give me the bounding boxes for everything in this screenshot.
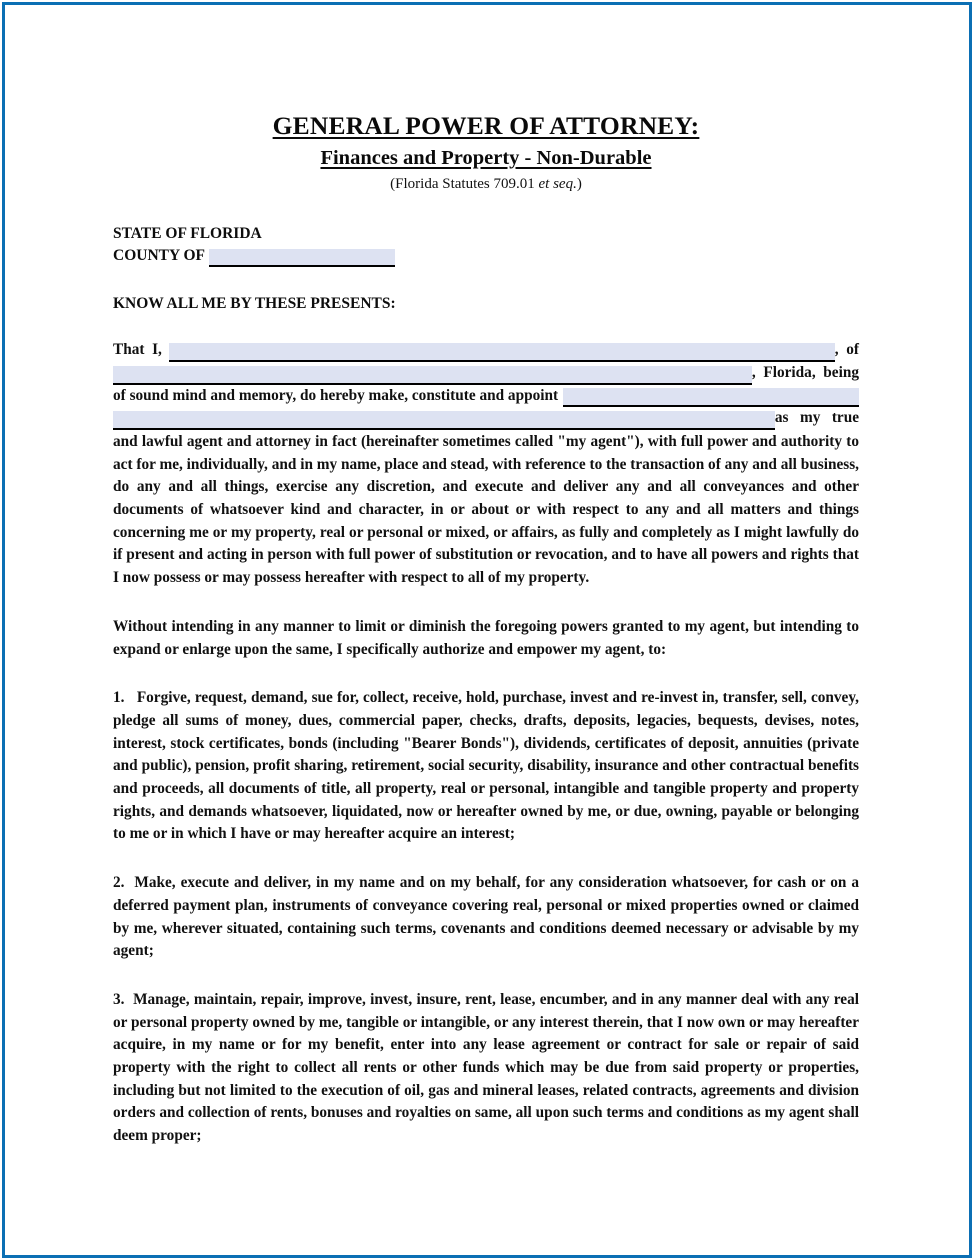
power-text-1: Forgive, request, demand, sue for, collect, receive, hold, purchase, invest and re-invest in, transfer, sell, convey, pledge all sums of money, dues, commercial paper, checks, drafts, deposits, legacies, bequests, devises, notes, interest, stock certificates, bonds (including "Bearer Bonds"), dividends, certificates of deposit, annuities (private and public), pension, profit sharing, retirement, social security, disability, insurance and other contractual benefits and proceeds, all documents of title, all property, real or personal, intangible and tangible property and property rights, and demands whatsoever, liquidated, now or hereafter owned by me, or due, owning, payable or belonging to me or in which I have or may hereafter acquire an interest; bbox=[113, 689, 859, 843]
after-address-text: , Florida, being bbox=[751, 363, 859, 381]
agent-name-input[interactable] bbox=[563, 388, 859, 407]
principal-address-line bbox=[113, 362, 859, 385]
venue-block bbox=[113, 223, 859, 267]
county-input[interactable] bbox=[209, 249, 395, 267]
power-number-2: 2. bbox=[113, 874, 125, 892]
county-row bbox=[113, 245, 859, 267]
power-item-2 bbox=[113, 872, 859, 963]
principal-name-line bbox=[113, 339, 859, 362]
statute-italic: et seq. bbox=[538, 175, 577, 192]
intro-block bbox=[113, 339, 859, 590]
sound-mind-text: of sound mind and memory, do hereby make, constitute and appoint bbox=[113, 386, 559, 404]
after-name-text: , of bbox=[834, 341, 859, 359]
power-text-3: Manage, maintain, repair, improve, invest, insure, rent, lease, encumber, and in any manner deal with any real or personal property owned by me, tangible or intangible, or any interest therein, that I now own or may hereafter acquire, in my name or for my benefit, enter into any lease agreement or contract for sale or repair of said property with the right to collect all rents or other funds which may be due from said property or properties, including but not limited to the execution of oil, gas and mineral leases, related contracts, agreements and division orders and collection of rents, bonuses and royalties on same, all upon such terms and conditions as my agent shall deem proper; bbox=[113, 990, 859, 1145]
power-item-1 bbox=[113, 687, 859, 846]
that-i-label: That I, bbox=[113, 341, 162, 359]
agent-name-input-continued[interactable] bbox=[113, 411, 775, 430]
power-number-3: 3. bbox=[113, 990, 125, 1008]
after-agent-text: as my true bbox=[774, 409, 859, 427]
intro-body-paragraph: and lawful agent and attorney in fact (hereinafter sometimes called "my agent"), with full power and authority to act for me, individually, and in my name, place and stead, with reference to the transaction of any and all business, do any and all things, exercise any discretion, and execute and deliver any and all conveyances and other documents of whatsoever kind and character, in or about or with respect to any and all matters and things concerning me or my property, real or personal or mixed, or affairs, as fully and completely as I might lawfully do if present and acting in person with full power of substitution or revocation, and to have all powers and rights that I now possess or may possess hereafter with respect to all of my property. bbox=[113, 432, 859, 587]
power-item-3 bbox=[113, 989, 859, 1148]
county-label: COUNTY OF bbox=[113, 247, 205, 265]
document-title: GENERAL POWER OF ATTORNEY: bbox=[272, 111, 700, 140]
title-block bbox=[113, 112, 859, 192]
state-line: STATE OF FLORIDA bbox=[113, 225, 262, 243]
document-sheet bbox=[113, 0, 859, 1148]
statute-prefix: (Florida Statutes 709.01 bbox=[390, 175, 539, 192]
document-subtitle: Finances and Property - Non-Durable bbox=[320, 147, 652, 170]
appoint-line bbox=[113, 385, 859, 408]
grant-paragraph: Without intending in any manner to limit or diminish the foregoing powers granted to my agent, but intending to expand or enlarge upon the same, I specifically authorize and empower my agent, to: bbox=[113, 617, 859, 658]
statute-reference bbox=[113, 176, 859, 193]
power-text-2: Make, execute and deliver, in my name and on my behalf, for any consideration whatsoever, for cash or on a deferred payment plan, instruments of conveyance covering real, personal or mixed properties owned or claimed by me, wherever situated, containing such terms, covenants and conditions deemed necessary or advisable by my agent; bbox=[113, 874, 859, 960]
power-number-1: 1. bbox=[113, 689, 125, 707]
principal-name-input[interactable] bbox=[169, 343, 835, 362]
principal-address-input[interactable] bbox=[113, 366, 752, 385]
know-all-line: KNOW ALL ME BY THESE PRESENTS: bbox=[113, 295, 396, 313]
appoint-continuation-line bbox=[113, 407, 859, 430]
statute-suffix: ) bbox=[576, 175, 582, 192]
